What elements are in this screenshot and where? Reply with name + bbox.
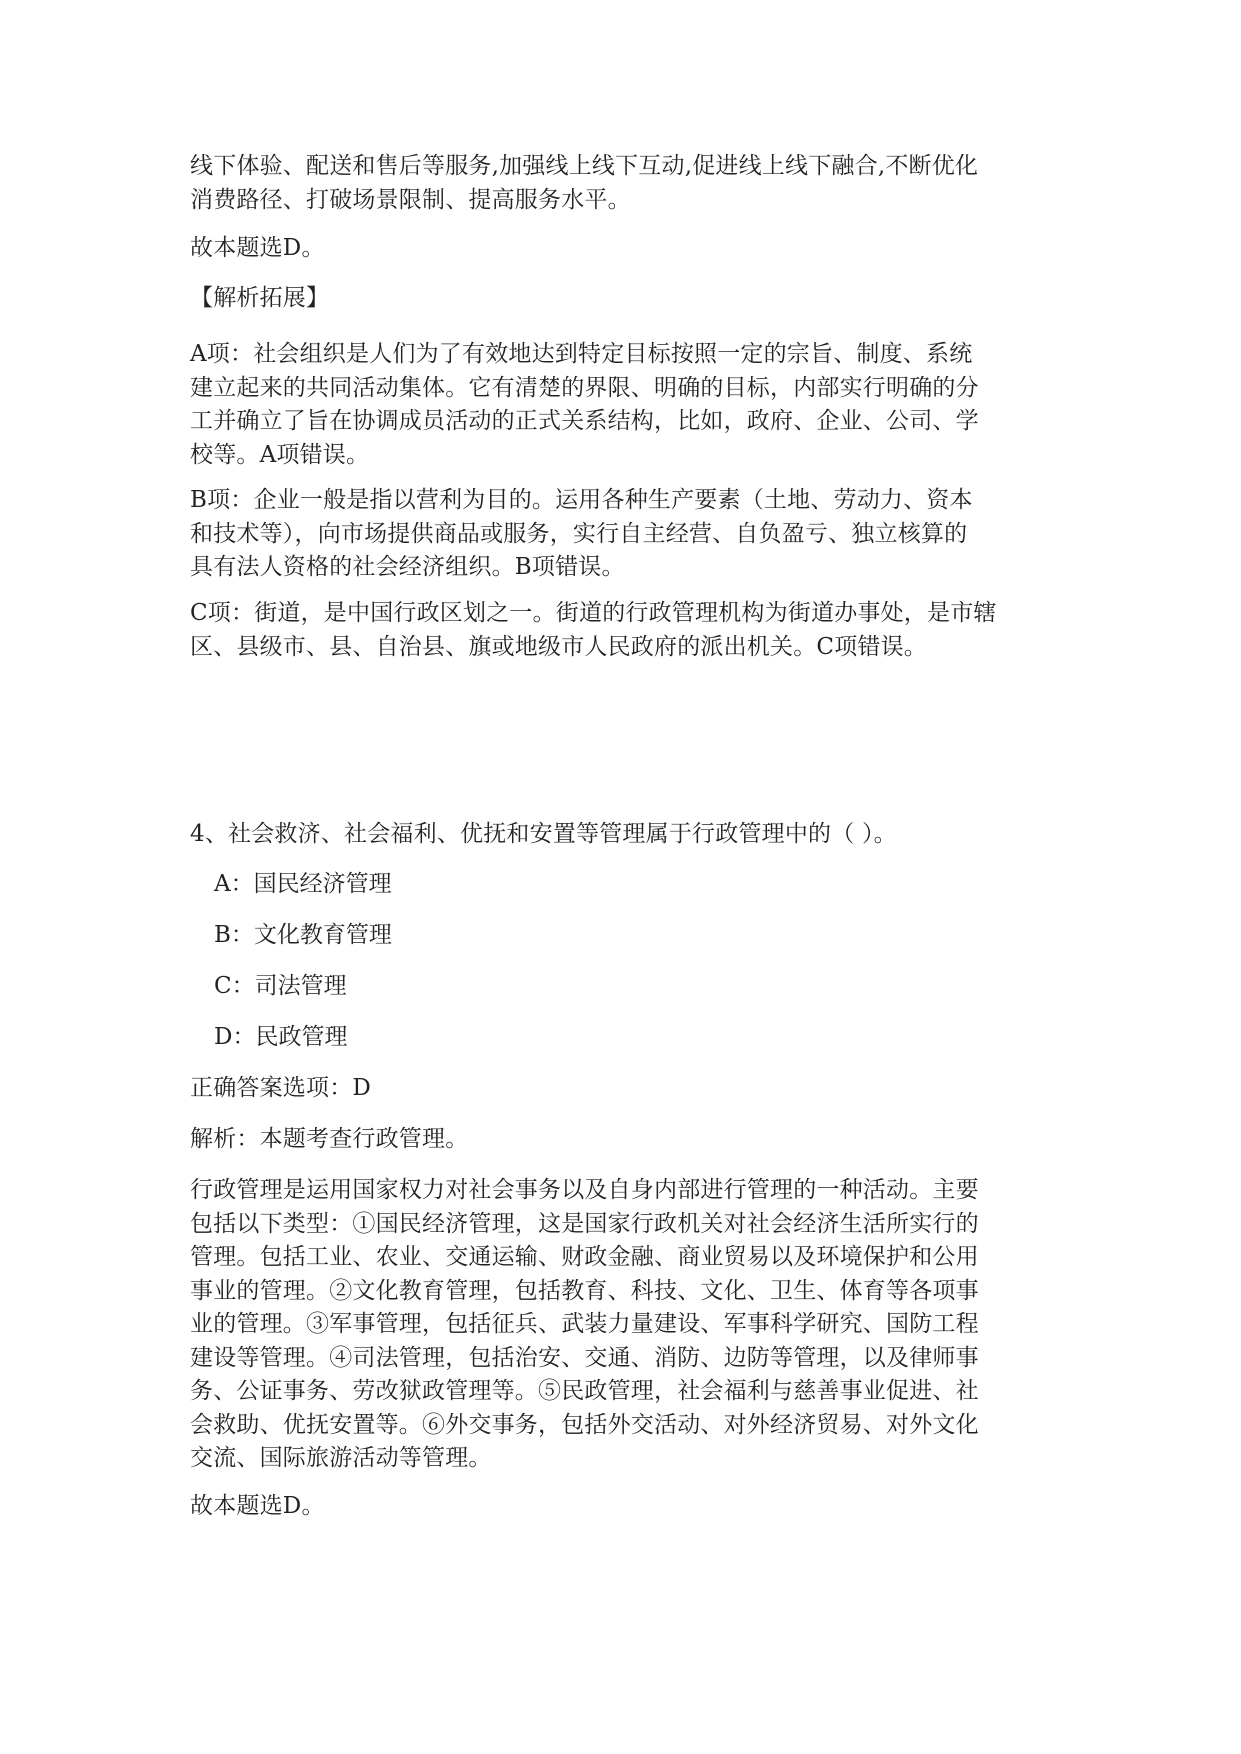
text-line: 建设等管理。④司法管理，包括治安、交通、消防、边防等管理，以及律师事 — [190, 1344, 979, 1371]
text-line: A项：社会组织是人们为了有效地达到特定目标按照一定的宗旨、制度、系统 — [190, 341, 973, 367]
text-line: 行政管理是运用国家权力对社会事务以及自身内部进行管理的一种活动。主要 — [190, 1177, 979, 1203]
question-4-option-d: D：民政管理 — [214, 1024, 348, 1050]
text-line: 交流、国际旅游活动等管理。 — [190, 1445, 492, 1471]
question-4-option-b: B：文化教育管理 — [214, 922, 392, 948]
text-line: 区、县级市、县、自治县、旗或地级市人民政府的派出机关。C项错误。 — [190, 633, 927, 660]
option-a-explanation — [190, 338, 1060, 472]
correct-answer: 正确答案选项：D — [190, 1075, 372, 1101]
question-4-conclusion: 故本题选D。 — [190, 1493, 325, 1519]
text-line: 管理。包括工业、农业、交通运输、财政金融、商业贸易以及环境保护和公用 — [190, 1244, 979, 1270]
question-4-option-c: C：司法管理 — [214, 973, 347, 999]
text-line: 务、公证事务、劳改狱政管理等。⑤民政管理，社会福利与慈善事业促进、社 — [190, 1378, 979, 1404]
text-line: 校等。A项错误。 — [190, 441, 370, 468]
text-line: 建立起来的共同活动集体。它有清楚的界限、明确的目标，内部实行明确的分 — [190, 374, 979, 401]
text-line: C项：街道，是中国行政区划之一。街道的行政管理机构为街道办事处，是市辖 — [190, 600, 997, 626]
previous-explanation-paragraph — [190, 150, 1060, 217]
text-line: 线下体验、配送和售后等服务,加强线上线下互动,促进线上线下融合,不断优化 — [190, 153, 979, 179]
analysis-detail-paragraph — [190, 1174, 1060, 1476]
extension-heading: 【解析拓展】 — [190, 285, 330, 311]
text-line: 具有法人资格的社会经济组织。B项错误。 — [190, 554, 625, 580]
analysis-intro: 解析：本题考查行政管理。 — [190, 1126, 469, 1152]
text-line: 包括以下类型：①国民经济管理，这是国家行政机关对社会经济生活所实行的 — [190, 1210, 979, 1237]
text-line: 和技术等），向市场提供商品或服务，实行自主经营、自负盈亏、独立核算的 — [190, 520, 968, 547]
text-line: 业的管理。③军事管理，包括征兵、武装力量建设、军事科学研究、国防工程 — [190, 1311, 979, 1337]
question-4-option-a: A：国民经济管理 — [214, 871, 392, 897]
text-line: B项：企业一般是指以营利为目的。运用各种生产要素（土地、劳动力、资本 — [190, 487, 973, 513]
text-line: 事业的管理。②文化教育管理，包括教育、科技、文化、卫生、体育等各项事 — [190, 1277, 979, 1304]
text-line: 消费路径、打破场景限制、提高服务水平。 — [190, 186, 631, 213]
previous-conclusion: 故本题选D。 — [190, 235, 325, 261]
text-line: 工并确立了旨在协调成员活动的正式关系结构，比如，政府、企业、公司、学 — [190, 408, 979, 434]
question-4-stem: 4、社会救济、社会福利、优抚和安置等管理属于行政管理中的（ ）。 — [190, 821, 897, 847]
text-line: 会救助、优抚安置等。⑥外交事务，包括外交活动、对外经济贸易、对外文化 — [190, 1411, 979, 1438]
option-b-explanation — [190, 484, 1060, 585]
option-c-explanation — [190, 597, 1060, 664]
